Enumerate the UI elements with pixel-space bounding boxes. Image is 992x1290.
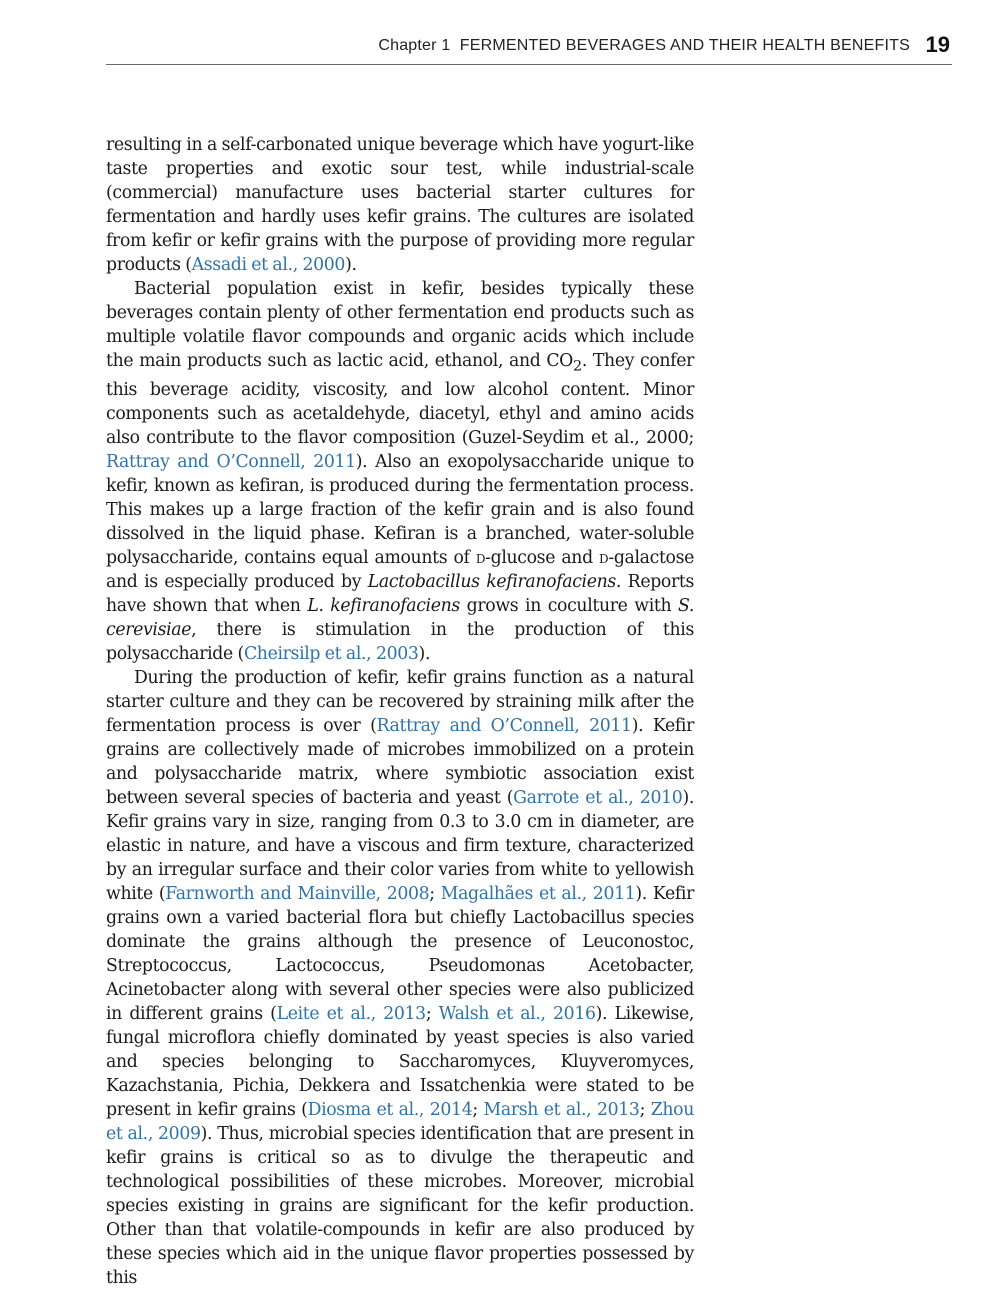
text-run: ). Also an exopolysaccharide unique to kefir, known as kefiran, is produced during the fermentation process. This makes up a large fraction of the kefir grain and is also found dissolved in the liquid phase. Kefiran is a branched, water-soluble polysaccharide, contains equal amounts of	[106, 452, 694, 569]
body-text	[106, 133, 694, 1290]
text-run: ;	[425, 1004, 439, 1025]
small-caps: d	[599, 548, 609, 569]
text-run: ).	[418, 644, 431, 665]
species-name: Lactobacillus kefiranofaciens	[367, 572, 616, 593]
text-run: ).	[345, 255, 357, 275]
text-run: Bacterial population exist in kefir, besides typically these beverages contain plenty of other fermentation end products such as multiple volatile flavor compounds and organic acids which include the main products such as lactic acid, ethanol, and CO	[106, 279, 694, 371]
page-number: 19	[925, 32, 950, 57]
text-run: ). Kefir grains vary in size, ranging from 0.3 to 3.0 cm in diameter, are elastic in nature, and have a viscous and firm texture, characterized by an irregular surface and their color varies from white to yellowish white (	[106, 788, 694, 905]
text-run: ;	[429, 884, 441, 905]
text-run: ). Likewise, fungal microflora chiefly dominated by yeast species is also varied and species belonging to Saccharomyces, Kluyveromyces, Kazachstania, Pichia, Dekkera and Issatchenkia were stated to be present in kefir grains (	[106, 1004, 694, 1121]
chapter-title: FERMENTED BEVERAGES AND THEIR HEALTH BENEFITS	[459, 37, 910, 54]
text-run: resulting in a self-carbonated unique beverage which have yogurt-like taste properties and exotic sour test, while industrial-scale (commercial) manufacture uses bacterial starter cultures for fermentation and hardly uses kefir grains. The cultures are isolated from kefir or kefir grains with the purpose of providing more regular products (	[106, 135, 694, 275]
citation-link[interactable]: Walsh et al., 2016	[438, 1004, 596, 1025]
paragraph-2	[106, 277, 694, 666]
citation-link[interactable]: Leite et al., 2013	[276, 1004, 426, 1025]
chapter-heading	[378, 37, 910, 55]
text-run: ;	[639, 1100, 651, 1121]
text-run: grows in coculture with	[459, 596, 678, 617]
citation-link[interactable]: Farnworth and Mainville, 2008	[165, 884, 430, 905]
text-run: ). Kefir grains are collectively made of microbes immobilized on a protein and polysaccharide matrix, where symbiotic association exist between several species of bacteria and yeast (	[106, 716, 694, 809]
citation-link[interactable]: Assadi et al., 2000	[191, 255, 346, 275]
species-name: L. kefiranofaciens	[307, 596, 460, 617]
paragraph-3	[106, 666, 694, 1290]
citation-link[interactable]: Rattray and O’Connell, 2011	[376, 716, 632, 737]
small-caps: d	[475, 548, 486, 569]
text-run: ). Kefir grains own a varied bacterial flora but chiefly Lactobacillus species dominate the grains although the presence of Leuconostoc, Streptococcus, Lactococcus, Pseudomonas Acetobacter, Acinetobacter along with several other species were also publicized in different grains (	[106, 884, 694, 1025]
chapter-label: Chapter 1	[378, 37, 451, 54]
running-header	[106, 30, 952, 65]
citation-link[interactable]: Garrote et al., 2010	[513, 788, 683, 809]
citation-link[interactable]: Rattray and O’Connell, 2011	[106, 452, 356, 473]
citation-link[interactable]: Marsh et al., 2013	[483, 1100, 640, 1121]
text-run: ;	[472, 1100, 484, 1121]
paragraph-1	[106, 133, 694, 277]
text-run: . They confer this beverage acidity, viscosity, and low alcohol content. Minor components such as acetaldehyde, diacetyl, ethyl and amino acids also contribute to the flavor composition (Guzel-Seydim et al., 2000;	[106, 351, 694, 449]
citation-link[interactable]: Zhou et al., 2009	[106, 1100, 695, 1145]
text-run: During the production of kefir, kefir grains function as a natural starter culture and they can be recovered by straining milk after the fermentation process is over (	[106, 668, 694, 737]
text-run: -glucose and	[485, 548, 600, 569]
citation-link[interactable]: Diosma et al., 2014	[307, 1100, 473, 1121]
citation-link[interactable]: Magalhães et al., 2011	[440, 884, 636, 905]
text-run: , there is stimulation in the production of this polysaccharide (	[106, 620, 694, 665]
text-run: -galactose and is especially produced by	[106, 548, 694, 593]
text-run: . Reports have shown that when	[106, 572, 695, 617]
text-run: ). Thus, microbial species identification that are present in kefir grains is critical so as to divulge the therapeutic and technological possibilities of these microbes. Moreover, microbial species existing in grains are significant for the kefir production. Other than that volatile-compounds in kefir are also produced by these species which aid in the unique flavor properties possessed by this	[106, 1124, 694, 1289]
species-name: S. cerevisiae	[106, 596, 694, 641]
subscript: 2	[573, 358, 582, 375]
citation-link[interactable]: Cheirsilp et al., 2003	[243, 644, 419, 665]
